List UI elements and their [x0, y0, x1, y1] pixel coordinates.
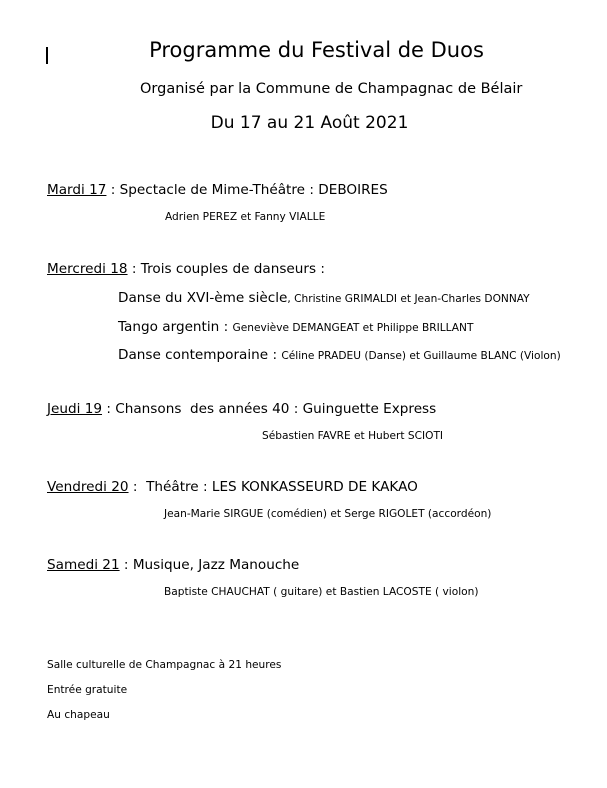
dance-performers: , Christine GRIMALDI et Jean-Charles DONNAY — [287, 293, 530, 305]
event-separator: : — [102, 401, 116, 417]
event-mercredi — [47, 261, 325, 277]
event-separator: : — [128, 479, 147, 495]
dance-name: Danse contemporaine : — [118, 347, 282, 363]
event-vendredi — [47, 479, 418, 495]
event-day: Jeudi 19 — [47, 401, 103, 417]
event-title: Théâtre : LES KONKASSEURD DE KAKAO — [146, 479, 418, 495]
dance-item — [118, 347, 561, 363]
event-day: Mardi 17 — [47, 182, 107, 198]
event-title: Spectacle de Mime-Théâtre : DEBOIRES — [119, 182, 388, 198]
page-title: Programme du Festival de Duos — [149, 38, 484, 62]
event-title: Trois couples de danseurs : — [140, 261, 325, 277]
dance-item — [118, 290, 530, 306]
dance-performers: Geneviève DEMANGEAT et Philippe BRILLANT — [232, 322, 474, 334]
event-day: Mercredi 18 — [47, 261, 128, 277]
hat-info: Au chapeau — [47, 709, 110, 721]
event-day: Vendredi 20 — [47, 479, 129, 495]
festival-dates: Du 17 au 21 Août 2021 — [210, 113, 409, 133]
event-day: Samedi 21 — [47, 557, 120, 573]
venue-info: Salle culturelle de Champagnac à 21 heures — [47, 659, 282, 671]
event-separator: : — [119, 557, 133, 573]
event-title: Chansons des années 40 : Guinguette Express — [115, 401, 437, 417]
dance-name: Danse du XVI-ème siècle — [118, 290, 288, 306]
event-separator: : — [127, 261, 141, 277]
event-mardi-performers: Adrien PEREZ et Fanny VIALLE — [165, 211, 326, 223]
event-jeudi — [47, 401, 436, 417]
event-samedi-performers: Baptiste CHAUCHAT ( guitare) et Bastien LACOSTE ( violon) — [164, 586, 479, 598]
dance-performers: Céline PRADEU (Danse) et Guillaume BLANC (Violon) — [281, 350, 561, 362]
organizer-subtitle: Organisé par la Commune de Champagnac de Bélair — [140, 81, 523, 97]
event-title: Musique, Jazz Manouche — [132, 557, 300, 573]
event-separator: : — [106, 182, 120, 198]
event-samedi — [47, 557, 299, 573]
event-jeudi-performers: Sébastien FAVRE et Hubert SCIOTI — [262, 430, 444, 442]
entry-info: Entrée gratuite — [47, 684, 128, 696]
dance-item — [118, 319, 473, 335]
event-mardi — [47, 182, 388, 198]
event-vendredi-performers: Jean-Marie SIRGUE (comédien) et Serge RIGOLET (accordéon) — [164, 508, 492, 520]
dance-name: Tango argentin : — [118, 319, 233, 335]
